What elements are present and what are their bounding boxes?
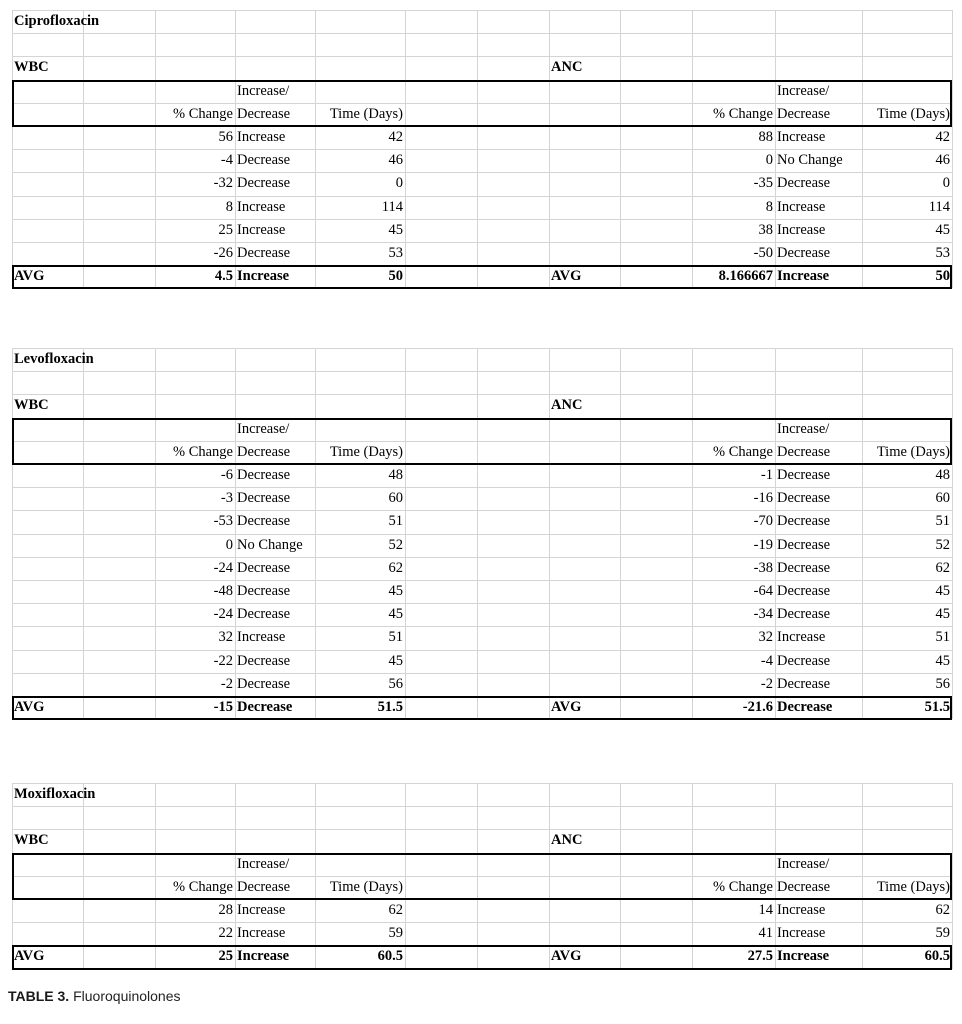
table-row (12, 899, 952, 922)
anc-direction: Increase (777, 129, 826, 145)
wbc-header-decrease: Decrease (237, 443, 291, 460)
wbc-direction: Decrease (237, 652, 291, 669)
table-row (12, 626, 952, 649)
table-row (12, 603, 952, 626)
wbc-direction: Increase (237, 198, 286, 215)
wbc-direction: Decrease (237, 606, 291, 623)
wbc-header-time: Time (Days) (329, 443, 403, 460)
caption-label: TABLE 3. (8, 988, 70, 1004)
wbc-time-days: 114 (381, 198, 403, 215)
drug-title: Levofloxacin (14, 351, 94, 367)
wbc-header-decrease: Decrease (237, 878, 291, 895)
anc-pct-change: -70 (753, 513, 773, 530)
wbc-avg-pct: 4.5 (214, 268, 233, 285)
wbc-pct-change: -26 (213, 245, 233, 261)
wbc-header-increase: Increase/ (237, 82, 290, 99)
anc-header-increase: Increase/ (777, 420, 830, 437)
wbc-pct-change: 22 (218, 925, 233, 942)
wbc-direction: Increase (237, 925, 286, 942)
wbc-time-days: 59 (388, 925, 403, 942)
anc-direction: Decrease (777, 652, 831, 669)
gridline (952, 10, 953, 288)
anc-pct-change: -35 (753, 175, 773, 192)
wbc-time-days: 53 (388, 245, 403, 261)
anc-pct-change: 8 (765, 198, 773, 215)
wbc-avg-label: AVG (14, 268, 45, 285)
table-row (12, 650, 952, 673)
wbc-label: WBC (14, 397, 49, 414)
anc-pct-change: -2 (760, 675, 773, 692)
anc-time-days: 45 (935, 606, 950, 623)
anc-avg-direction: Decrease (777, 699, 833, 715)
wbc-pct-change: 8 (225, 198, 233, 215)
anc-direction: Decrease (777, 536, 831, 553)
header-border (12, 80, 952, 127)
anc-header-decrease: Decrease (777, 443, 831, 460)
anc-direction: Increase (777, 902, 826, 918)
wbc-avg-label: AVG (14, 948, 45, 965)
anc-pct-change: -64 (753, 583, 773, 599)
anc-header-increase: Increase/ (777, 82, 830, 99)
table-row (12, 149, 952, 172)
table-row (12, 534, 952, 557)
wbc-direction: Decrease (237, 559, 291, 576)
wbc-pct-change: -2 (220, 675, 233, 692)
avg-border (12, 265, 952, 289)
anc-avg-pct: -21.6 (742, 699, 773, 715)
wbc-time-days: 52 (388, 536, 403, 553)
anc-time-days: 114 (928, 198, 950, 215)
anc-pct-change: -1 (760, 467, 773, 483)
section-levofloxacin (12, 348, 952, 719)
wbc-header-pct-change: % Change (173, 443, 233, 460)
anc-time-days: 48 (935, 467, 950, 483)
anc-avg-time: 60.5 (924, 948, 950, 965)
wbc-label: WBC (14, 832, 49, 849)
table-row (12, 464, 952, 487)
table-row (12, 557, 952, 580)
wbc-pct-change: 25 (218, 221, 233, 238)
wbc-direction: Decrease (237, 583, 291, 599)
header-border (12, 853, 952, 900)
wbc-time-days: 42 (388, 129, 403, 145)
wbc-time-days: 45 (388, 652, 403, 669)
anc-avg-pct: 27.5 (747, 948, 773, 965)
table-row (12, 510, 952, 533)
table-row (12, 580, 952, 603)
anc-time-days: 62 (935, 559, 950, 576)
anc-time-days: 45 (935, 652, 950, 669)
anc-direction: Increase (777, 925, 826, 942)
anc-time-days: 53 (935, 245, 950, 261)
table-row (12, 922, 952, 945)
wbc-avg-direction: Decrease (237, 699, 293, 715)
wbc-time-days: 45 (388, 583, 403, 599)
wbc-pct-change: -53 (213, 513, 233, 530)
wbc-header-pct-change: % Change (173, 105, 233, 122)
anc-avg-label: AVG (551, 699, 582, 715)
wbc-time-days: 51 (388, 513, 403, 530)
wbc-direction: Decrease (237, 152, 291, 169)
wbc-avg-time: 50 (388, 268, 403, 285)
anc-time-days: 56 (935, 675, 950, 692)
wbc-time-days: 62 (388, 902, 403, 918)
drug-title-row (12, 348, 952, 371)
anc-pct-change: -38 (753, 559, 773, 576)
table-row (12, 126, 952, 149)
group-label-row (12, 829, 952, 852)
table-row (12, 242, 952, 265)
anc-header-pct-change: % Change (713, 105, 773, 122)
anc-pct-change: -19 (753, 536, 773, 553)
table-row (12, 219, 952, 242)
caption-text: Fluoroquinolones (73, 988, 181, 1004)
anc-header-decrease: Decrease (777, 878, 831, 895)
table-row (12, 487, 952, 510)
wbc-time-days: 48 (388, 467, 403, 483)
table-caption (8, 988, 181, 1004)
anc-time-days: 51 (935, 513, 950, 530)
wbc-avg-direction: Increase (237, 268, 290, 285)
wbc-header-increase: Increase/ (237, 420, 290, 437)
wbc-time-days: 51 (388, 629, 403, 646)
anc-direction: No Change (777, 152, 843, 169)
anc-pct-change: -16 (753, 490, 773, 507)
gridline (952, 348, 953, 719)
avg-border (12, 945, 952, 969)
wbc-pct-change: -22 (213, 652, 233, 669)
anc-label: ANC (551, 397, 583, 414)
wbc-avg-pct: -15 (213, 699, 233, 715)
anc-avg-pct: 8.166667 (718, 268, 773, 285)
wbc-direction: Decrease (237, 245, 291, 261)
anc-pct-change: 14 (758, 902, 773, 918)
anc-pct-change: -4 (760, 652, 773, 669)
header-border (12, 418, 952, 465)
wbc-avg-pct: 25 (218, 948, 233, 965)
wbc-time-days: 45 (388, 606, 403, 623)
group-label-row (12, 56, 952, 79)
anc-direction: Decrease (777, 583, 831, 599)
wbc-time-days: 45 (388, 221, 403, 238)
wbc-pct-change: 0 (225, 536, 233, 553)
wbc-direction: Increase (237, 221, 286, 238)
anc-time-days: 62 (935, 902, 950, 918)
anc-avg-direction: Increase (777, 948, 830, 965)
anc-header-increase: Increase/ (777, 855, 830, 872)
wbc-pct-change: 28 (218, 902, 233, 918)
wbc-pct-change: -4 (220, 152, 233, 169)
drug-title: Moxifloxacin (14, 786, 96, 802)
wbc-header-decrease: Decrease (237, 105, 291, 122)
wbc-direction: Increase (237, 902, 286, 918)
wbc-pct-change: -24 (213, 559, 233, 576)
anc-avg-label: AVG (551, 268, 582, 285)
wbc-time-days: 46 (388, 152, 403, 169)
anc-direction: Increase (777, 629, 826, 646)
gridline (952, 783, 953, 969)
anc-time-days: 45 (935, 221, 950, 238)
wbc-avg-label: AVG (14, 699, 45, 715)
wbc-pct-change: 32 (218, 629, 233, 646)
avg-border (12, 696, 952, 720)
anc-label: ANC (551, 832, 583, 849)
anc-direction: Decrease (777, 513, 831, 530)
wbc-pct-change: -6 (220, 467, 233, 483)
wbc-direction: Decrease (237, 467, 291, 483)
anc-pct-change: 32 (758, 629, 773, 646)
table-row (12, 196, 952, 219)
drug-title-row (12, 783, 952, 806)
anc-avg-time: 50 (935, 268, 950, 285)
anc-pct-change: -50 (753, 245, 773, 261)
wbc-direction: Decrease (237, 490, 291, 507)
anc-time-days: 59 (935, 925, 950, 942)
wbc-time-days: 62 (388, 559, 403, 576)
anc-header-time: Time (Days) (876, 443, 950, 460)
wbc-avg-time: 51.5 (377, 699, 403, 715)
wbc-pct-change: -48 (213, 583, 233, 599)
gridline (12, 33, 952, 34)
anc-avg-label: AVG (551, 948, 582, 965)
wbc-direction: Decrease (237, 513, 291, 530)
anc-direction: Decrease (777, 675, 831, 692)
section-ciprofloxacin (12, 10, 952, 288)
anc-header-time: Time (Days) (876, 105, 950, 122)
anc-direction: Increase (777, 221, 826, 238)
wbc-label: WBC (14, 59, 49, 76)
table-row (12, 172, 952, 195)
anc-time-days: 60 (935, 490, 950, 507)
wbc-pct-change: -3 (220, 490, 233, 507)
anc-time-days: 42 (935, 129, 950, 145)
anc-direction: Decrease (777, 467, 831, 483)
wbc-time-days: 60 (388, 490, 403, 507)
anc-pct-change: 88 (758, 129, 773, 145)
gridline (12, 806, 952, 807)
wbc-direction: Decrease (237, 675, 291, 692)
anc-avg-direction: Increase (777, 268, 830, 285)
drug-title: Ciprofloxacin (14, 13, 100, 29)
anc-pct-change: 38 (758, 221, 773, 238)
wbc-direction: Increase (237, 129, 286, 145)
wbc-direction: Decrease (237, 175, 291, 192)
anc-header-decrease: Decrease (777, 105, 831, 122)
anc-direction: Decrease (777, 245, 831, 261)
wbc-pct-change: -32 (213, 175, 233, 192)
anc-time-days: 52 (935, 536, 950, 553)
gridline (12, 371, 952, 372)
wbc-avg-direction: Increase (237, 948, 290, 965)
wbc-time-days: 0 (395, 175, 403, 192)
anc-pct-change: -34 (753, 606, 773, 623)
wbc-pct-change: 56 (218, 129, 233, 145)
wbc-header-increase: Increase/ (237, 855, 290, 872)
wbc-header-time: Time (Days) (329, 878, 403, 895)
anc-direction: Decrease (777, 559, 831, 576)
anc-direction: Decrease (777, 490, 831, 507)
drug-title-row (12, 10, 952, 33)
wbc-direction: Increase (237, 629, 286, 646)
table-row (12, 673, 952, 696)
wbc-direction: No Change (237, 536, 303, 553)
anc-label: ANC (551, 59, 583, 76)
section-moxifloxacin (12, 783, 952, 969)
group-label-row (12, 394, 952, 417)
anc-time-days: 0 (942, 175, 950, 192)
anc-avg-time: 51.5 (924, 699, 950, 715)
wbc-pct-change: -24 (213, 606, 233, 623)
wbc-avg-time: 60.5 (377, 948, 403, 965)
anc-direction: Decrease (777, 175, 831, 192)
wbc-header-time: Time (Days) (329, 105, 403, 122)
anc-pct-change: 0 (765, 152, 773, 169)
anc-header-pct-change: % Change (713, 878, 773, 895)
anc-header-pct-change: % Change (713, 443, 773, 460)
anc-time-days: 46 (935, 152, 950, 169)
anc-time-days: 51 (935, 629, 950, 646)
wbc-time-days: 56 (388, 675, 403, 692)
anc-header-time: Time (Days) (876, 878, 950, 895)
wbc-header-pct-change: % Change (173, 878, 233, 895)
anc-direction: Decrease (777, 606, 831, 623)
anc-direction: Increase (777, 198, 826, 215)
anc-pct-change: 41 (758, 925, 773, 942)
anc-time-days: 45 (935, 583, 950, 599)
